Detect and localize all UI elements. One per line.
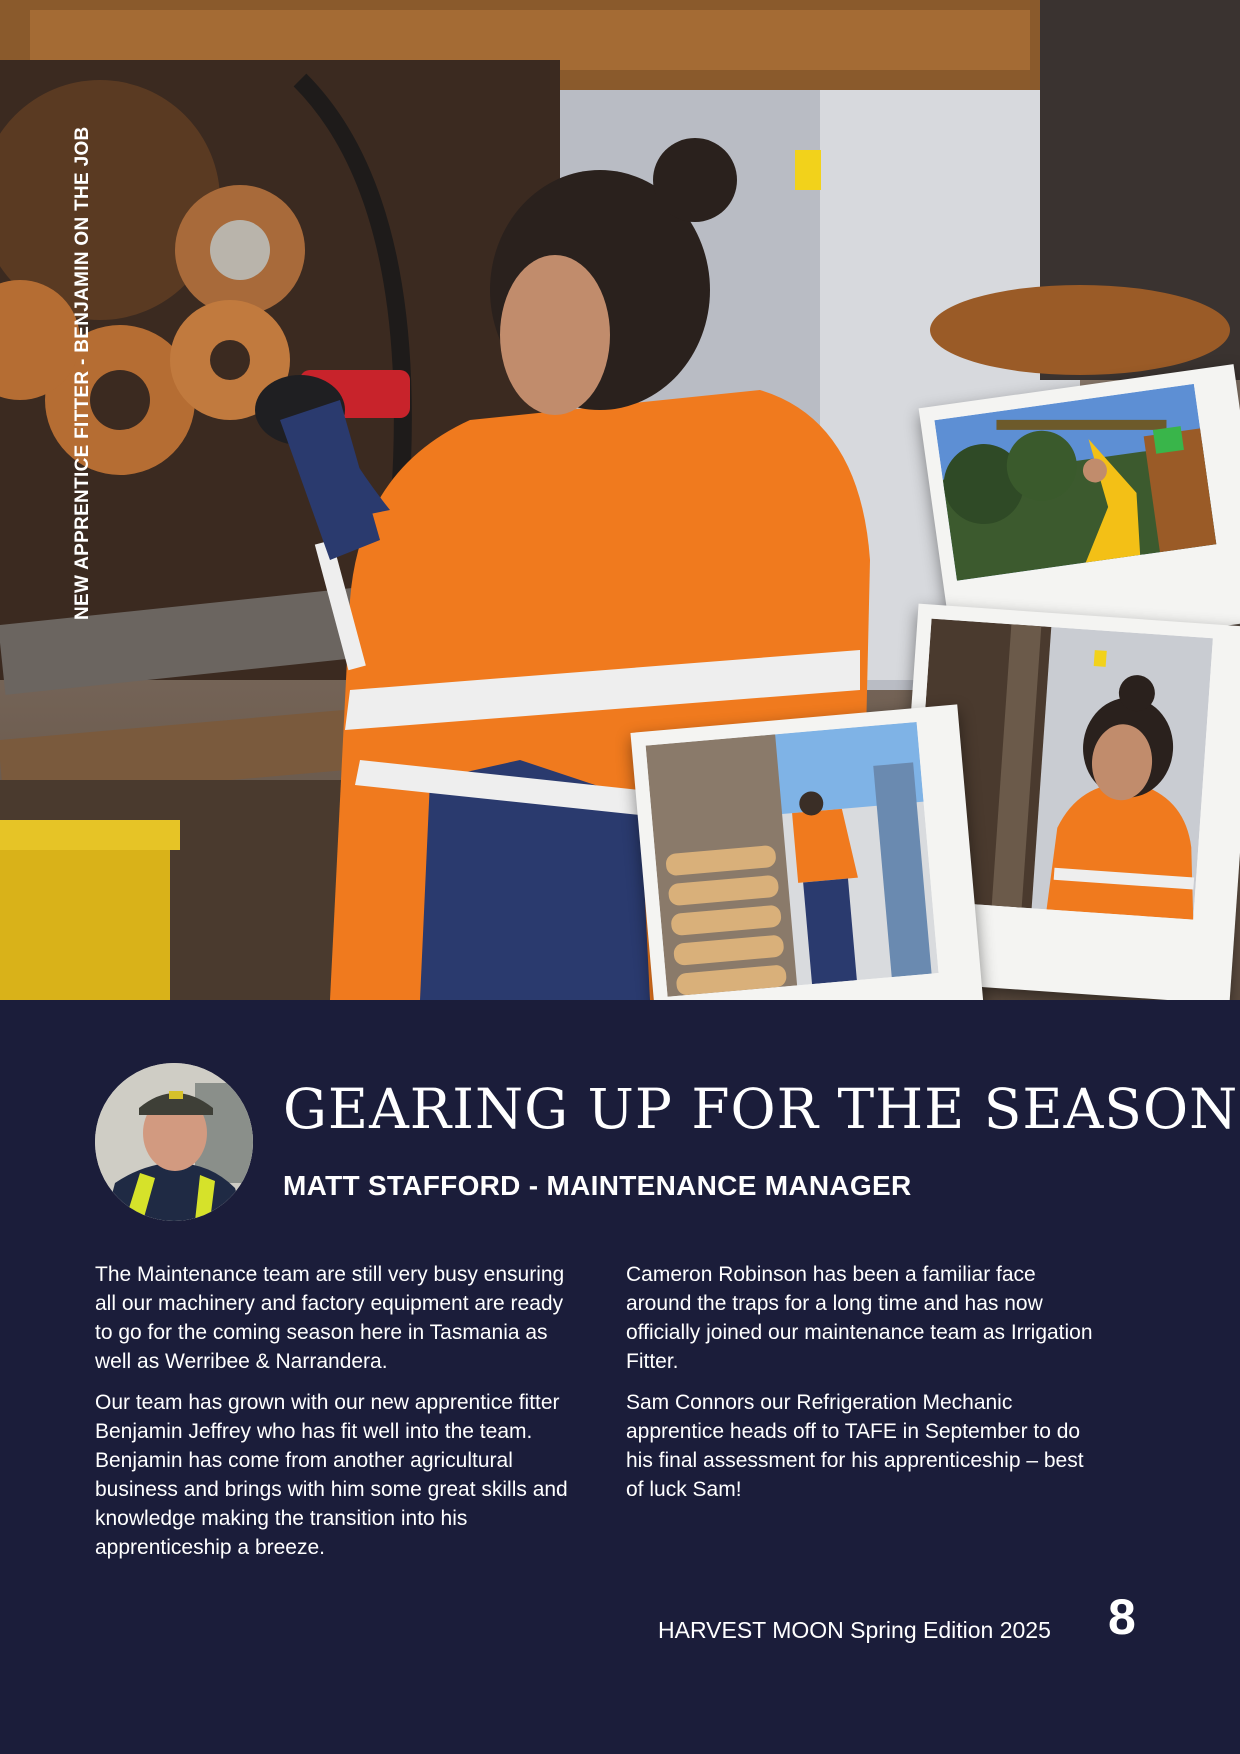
polaroid-image-1 — [934, 384, 1216, 581]
hero-vertical-caption: NEW APPRENTICE FITTER - BENJAMIN ON THE JOB — [72, 126, 93, 620]
page-number: 8 — [1108, 1589, 1136, 1645]
polaroid-image-3 — [646, 722, 939, 997]
author-avatar — [95, 1063, 253, 1221]
polaroid-photo-worker-rollers — [630, 704, 987, 1000]
article-byline: MATT STAFFORD - MAINTENANCE MANAGER — [283, 1170, 912, 1201]
article-paragraph: Cameron Robinson has been a familiar face around the traps for a long time and has now officially joined our maintenance team as Irrigation Fitter. — [626, 1263, 1093, 1373]
author-portrait-image — [95, 1063, 253, 1221]
article-paragraph: Our team has grown with our new apprentice fitter Benjamin Jeffrey who has fit well into the team. Benjamin has come from another agricultural business and brings with him some great skills and knowledge making the transition into his apprenticeship a breeze. — [95, 1391, 568, 1559]
article-paragraph: Sam Connors our Refrigeration Mechanic apprentice heads off to TAFE in September to do his final assessment for his apprenticeship – best of luck Sam! — [626, 1391, 1084, 1501]
article-title: GEARING UP FOR THE SEASON — [283, 1077, 1239, 1141]
publication-footer: HARVEST MOON Spring Edition 2025 — [658, 1617, 1051, 1643]
article-column-right — [626, 1260, 1106, 1516]
article-column-left — [95, 1260, 575, 1574]
article-paragraph: The Maintenance team are still very busy ensuring all our machinery and factory equipment are ready to go for the coming season here in Tasmania as well as Werribee & Narrandera. — [95, 1263, 565, 1373]
